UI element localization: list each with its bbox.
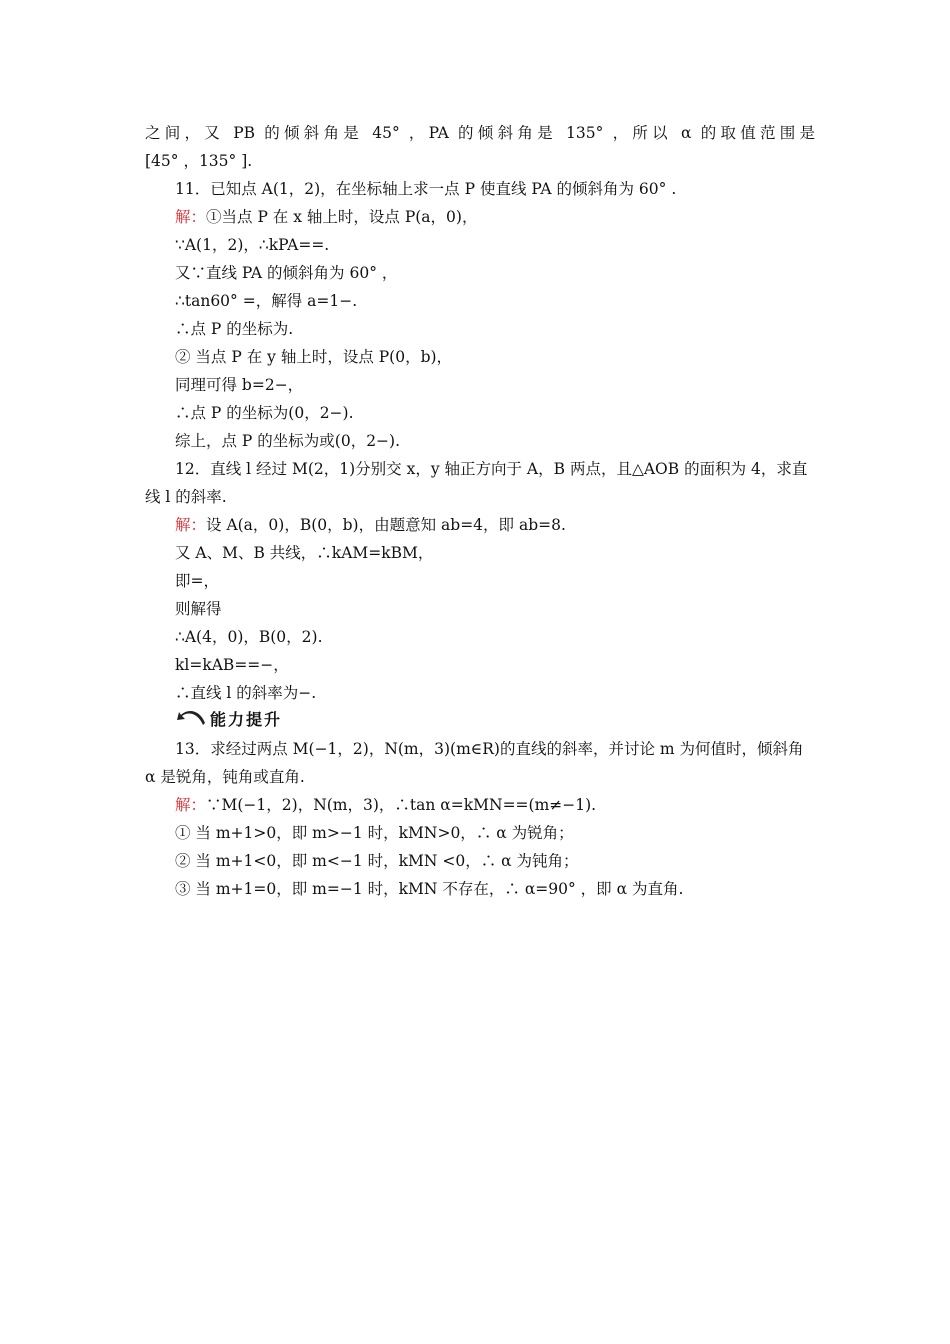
- solution-line: [175, 207, 845, 227]
- text-line: 又∵直线 PA 的倾斜角为 60° ，: [175, 264, 398, 282]
- text-line: α 是锐角，钝角或直角.: [145, 768, 305, 786]
- text-line: 即=，: [175, 572, 219, 590]
- solution-label: 解：: [175, 796, 207, 814]
- text-line: 则解得: [175, 600, 222, 618]
- text-span: ∵M(−1，2)，N(m，3)，∴tan α=kMN==(m≠−1).: [206, 796, 597, 814]
- text-line: ∴点 P 的坐标为.: [175, 320, 294, 338]
- text-line: ① 当 m+1>0，即 m>−1 时，kMN>0，∴ α 为锐角；: [175, 824, 574, 842]
- solution-label: 解：: [175, 516, 207, 534]
- text-line: 之间，又 PB 的倾斜角是 45° ，PA 的倾斜角是 135° ，所以 α 的取值范围是: [145, 124, 815, 142]
- problem-11: 11．已知点 A(1，2)，在坐标轴上求一点 P 使直线 PA 的倾斜角为 60° .: [175, 180, 677, 198]
- section-title: 能力提升: [210, 709, 283, 729]
- text-line: ∴直线 l 的斜率为−.: [175, 684, 317, 702]
- text-span: ①当点 P 在 x 轴上时，设点 P(a，0)，: [206, 208, 478, 226]
- text-line: ② 当 m+1<0，即 m<−1 时，kMN <0，∴ α 为钝角；: [175, 852, 579, 870]
- text-line: kl=kAB==−，: [175, 656, 289, 674]
- text-line: 线 l 的斜率.: [145, 488, 227, 506]
- text-line: ∴A(4，0)，B(0，2).: [175, 628, 323, 646]
- solution-line: [175, 515, 845, 535]
- text-span: 设 A(a，0)，B(0，b)，由题意知 ab=4，即 ab=8.: [206, 516, 566, 534]
- text-line: ∴点 P 的坐标为(0，2−).: [175, 404, 354, 422]
- text-line: 综上，点 P 的坐标为或(0，2−).: [175, 432, 401, 450]
- text-line: ∵A(1，2)，∴kPA==.: [175, 236, 330, 254]
- text-line: ∴tan60° =，解得 a=1−.: [175, 292, 358, 310]
- curved-arrow-icon: [176, 707, 206, 729]
- problem-13: 13．求经过两点 M(−1，2)，N(m，3)(m∈R)的直线的斜率，并讨论 m 为何值时，倾斜角: [175, 740, 804, 758]
- text-line: [45° ，135° ].: [145, 152, 253, 170]
- text-line: ② 当点 P 在 y 轴上时，设点 P(0，b)，: [175, 348, 453, 366]
- section-header: [176, 706, 282, 730]
- text-line: 同理可得 b=2−，: [175, 376, 304, 394]
- solution-label: 解：: [175, 208, 207, 226]
- solution-line: [175, 795, 845, 815]
- problem-12: 12．直线 l 经过 M(2，1)分别交 x，y 轴正方向于 A，B 两点，且△AOB 的面积为 4，求直: [175, 460, 808, 478]
- text-line: ③ 当 m+1=0，即 m=−1 时，kMN 不存在，∴ α=90° ，即 α 为直角.: [175, 880, 684, 898]
- text-line: 又 A、M、B 共线，∴kAM=kBM，: [175, 544, 434, 562]
